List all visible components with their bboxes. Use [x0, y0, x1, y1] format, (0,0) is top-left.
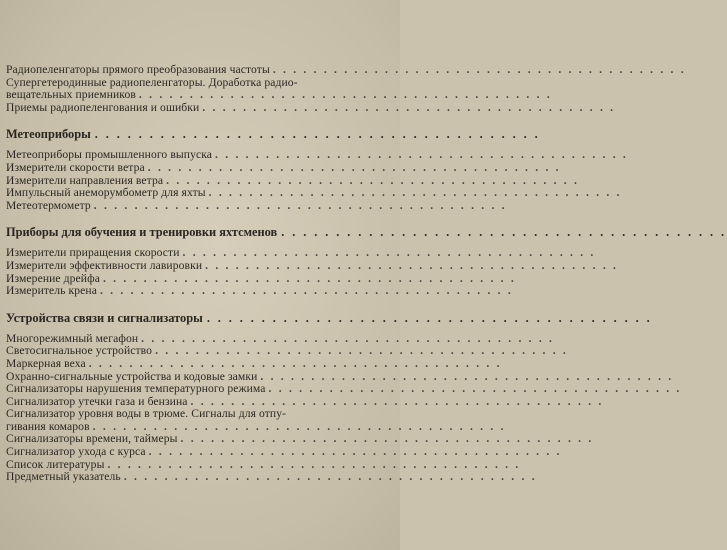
dot-leader: . . . . . . . . . . . . . . . . . . . . . . . . . . . . . . . . . . . . . . . . .	[272, 63, 686, 76]
toc-entry-text: гивания комаров	[6, 419, 90, 433]
toc-entry-text: Список литературы	[6, 457, 105, 471]
toc-entry-text: вещательных приемников	[6, 88, 136, 102]
dot-leader: . . . . . . . . . . . . . . . . . . . . . . . . . . . . . . . . . . . . . . . . .	[182, 246, 596, 260]
toc-entry	[6, 186, 622, 200]
toc-entry	[6, 88, 552, 102]
dot-leader: . . . . . . . . . . . . . . . . . . . . . . . . . . . . . . . . . . . . . . . . .	[107, 457, 521, 471]
toc-entry	[6, 382, 682, 396]
toc-section	[6, 63, 686, 114]
toc-entry-text: Измеритель крена	[6, 284, 97, 298]
dot-leader: . . . . . . . . . . . . . . . . . . . . . . . . . . . . . . . . . . . . . . . . .	[206, 310, 653, 325]
section-heading	[6, 225, 727, 240]
toc-entry-text: Многорежимный мегафон	[6, 331, 139, 345]
dot-leader: . . . . . . . . . . . . . . . . . . . . . . . . . . . . . . . . . . . . . . . . .	[268, 382, 682, 396]
toc-entry-text: Измерители эффективности лавировки	[6, 258, 203, 272]
dot-leader: . . . . . . . . . . . . . . . . . . . . . . . . . . . . . . . . . . . . . . . . .	[88, 356, 502, 370]
dot-leader: . . . . . . . . . . . . . . . . . . . . . . . . . . . . . . . . . . . . . . . . .	[180, 432, 594, 446]
dot-leader: . . . . . . . . . . . . . . . . . . . . . . . . . . . . . . . . . . . . . . . . .	[155, 344, 569, 358]
section-heading-text: Приборы для обучения и тренировки яхтсменов	[6, 225, 278, 240]
toc-entry	[6, 63, 686, 77]
toc-entry-text: Метеотермометр	[6, 198, 91, 212]
dot-leader: . . . . . . . . . . . . . . . . . . . . . . . . . . . . . . . . . . . . . . . . .	[202, 100, 616, 114]
toc-section	[6, 298, 682, 484]
toc-entry	[6, 258, 619, 273]
section-heading	[6, 310, 653, 325]
toc-entry-text: Приемы радиопеленгования и ошибки	[6, 100, 200, 114]
dot-leader: . . . . . . . . . . . . . . . . . . . . . . . . . . . . . . . . . . . . . . . . .	[99, 284, 513, 298]
toc-entry-text: Охранно-сигнальные устройства и кодовые замки	[6, 369, 258, 383]
dot-leader: . . . . . . . . . . . . . . . . . . . . . . . . . . . . . . . . . . . . . . . . .	[215, 148, 629, 162]
toc-entry	[6, 356, 502, 371]
dot-leader: . . . . . . . . . . . . . . . . . . . . . . . . . . . . . . . . . . . . . . . . .	[93, 198, 507, 212]
toc-entry-text: Измерение дрейфа	[6, 271, 100, 285]
section-heading-text: Метеоприборы	[6, 127, 91, 142]
dot-leader: . . . . . . . . . . . . . . . . . . . . . . . . . . . . . . . . . . . . . . . . .	[138, 88, 552, 102]
toc-entry-text: Сигнализатор ухода с курса	[6, 445, 146, 459]
dot-leader: . . . . . . . . . . . . . . . . . . . . . . . . . . . . . . . . . . . . . . . . .	[208, 186, 622, 200]
toc-entry-text: Измерители направления ветра	[6, 173, 164, 187]
dot-leader: . . . . . . . . . . . . . . . . . . . . . . . . . . . . . . . . . . . . . . . . .	[205, 258, 619, 272]
toc-entry	[6, 470, 537, 484]
toc-entry-text: Сигнализаторы нарушения температурного режима	[6, 382, 266, 396]
toc-entry-text: Светосигнальное устройство	[6, 344, 153, 358]
dot-leader: . . . . . . . . . . . . . . . . . . . . . . . . . . . . . . . . . . . . . . . . .	[92, 419, 506, 433]
toc-section	[6, 114, 629, 212]
toc-entry-text: Предметный указатель	[6, 470, 121, 484]
section-heading-text: Устройства связи и сигнализаторы	[6, 310, 203, 325]
dot-leader: . . . . . . . . . . . . . . . . . . . . . . . . . . . . . . . . . . . . . . . . .	[166, 173, 580, 187]
dot-leader: . . . . . . . . . . . . . . . . . . . . . . . . . . . . . . . . . . . . . . . . .	[147, 160, 561, 174]
toc-entry	[6, 445, 562, 459]
toc-entry-text: Измерители приращения скорости	[6, 246, 180, 260]
dot-leader: . . . . . . . . . . . . . . . . . . . . . . . . . . . . . . . . . . . . . . . . .	[281, 225, 727, 240]
dot-leader: . . . . . . . . . . . . . . . . . . . . . . . . . . . . . . . . . . . . . . . . .	[102, 271, 516, 285]
toc-entry-text: Метеоприборы промышленного выпуска	[6, 148, 213, 162]
table-of-contents	[6, 63, 727, 484]
toc-entry	[6, 408, 396, 421]
dot-leader: . . . . . . . . . . . . . . . . . . . . . . . . . . . . . . . . . . . . . . . . .	[123, 470, 537, 484]
toc-entry	[6, 284, 513, 298]
dot-leader: . . . . . . . . . . . . . . . . . . . . . . . . . . . . . . . . . . . . . . . . .	[141, 331, 555, 345]
toc-entry-text: Сигнализатор утечки газа и бензина	[6, 394, 188, 408]
section-heading	[6, 127, 541, 142]
toc-entry-text: Сигнализатор уровня воды в трюме. Сигналы для отпу-	[6, 407, 287, 421]
toc-entry-text: Импульсный анеморумбометр для яхты	[6, 186, 206, 200]
dot-leader: . . . . . . . . . . . . . . . . . . . . . . . . . . . . . . . . . . . . . . . . .	[94, 127, 541, 142]
dot-leader: . . . . . . . . . . . . . . . . . . . . . . . . . . . . . . . . . . . . . . . . .	[190, 394, 604, 408]
dot-leader: . . . . . . . . . . . . . . . . . . . . . . . . . . . . . . . . . . . . . . . . .	[148, 445, 562, 459]
toc-entry-text: Сигнализаторы времени, таймеры	[6, 432, 178, 446]
toc-entry-text: Маркерная веха	[6, 356, 86, 370]
toc-entry-text: Супергетеродинные радиопеленгаторы. Доработка радио-	[6, 75, 298, 89]
toc-entry	[6, 160, 561, 175]
toc-entry-text: Радиопеленгаторы прямого преобразования частоты	[6, 63, 270, 76]
dot-leader: . . . . . . . . . . . . . . . . . . . . . . . . . . . . . . . . . . . . . . . . .	[260, 369, 674, 383]
toc-entry-text: Измерители скорости ветра	[6, 160, 145, 174]
toc-section	[6, 212, 727, 298]
toc-entry	[6, 100, 616, 115]
toc-entry	[6, 198, 507, 213]
